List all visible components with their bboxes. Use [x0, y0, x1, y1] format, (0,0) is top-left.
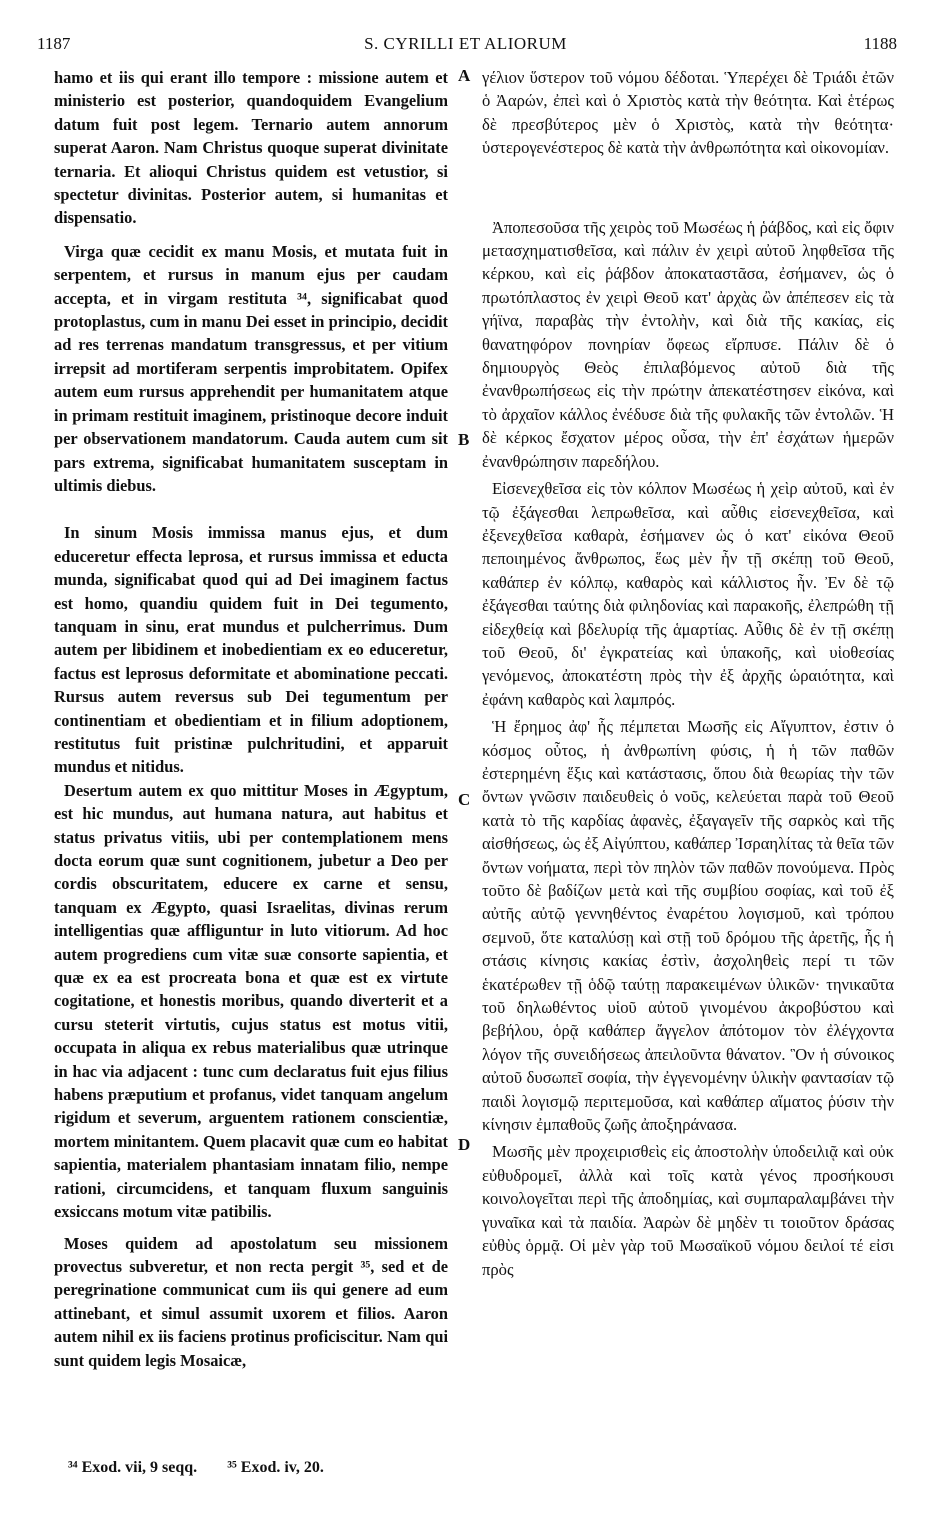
latin-paragraph: Virga quæ cecidit ex manu Mosis, et mutata fuit in serpentem, et rursus in manum ejus per caudam accepta, et in virgam restituta ³⁴, significabat quod protoplastus, cum in manu Dei esset in principio, decidit ad res terrenas mandatum transgressus, et per vitium irrepsit ad mortiferam serpentis improbitatem. Opifex autem eum rursus apprehendit per humanitatem atque in primam restituit imaginem, pristinoque decore induit per observationem mandatorum. Cauda autem cum sit pars extrema, significabat humanitatem susceptam in ultimis diebus.	[54, 241, 448, 495]
section-marker-b: B	[458, 430, 470, 449]
footnote-34: ³⁴ Exod. vii, 9 seqq.	[68, 1459, 198, 1476]
latin-paragraph: hamo et iis qui erant illo tempore : missione autem et ministerio est posterior, quandoquidem Evangelium datum fuit post legem. Ternario autem annorum superat Aaron. Nam Christus quoque superat divinitate ternaria. Et alioqui Christus quidem est vetustior, si spectetur divinitas. Posterior autem, si humanitas et dispensatio.	[54, 68, 448, 228]
latin-column	[54, 66, 448, 1372]
greek-paragraph: Μωσῆς μὲν προχειρισθεὶς εἰς ἀποστολὴν ὑποδειλιᾷ καὶ οὐκ εὐθυδρομεῖ, ἀλλὰ καὶ τοῖς κατὰ γένος προσήκουσι κοινολογεῖται περὶ τῆς ἀποδημίας, καὶ συμπαραλαμβάνει τὴν γυναῖκα καὶ τὰ παιδία. Ἀαρὼν δὲ μηδὲν τι τοιοῦτον δράσας εὐθὺς ὁρμᾷ. Οἱ μὲν γὰρ τοῦ Μωσαϊκοῦ νόμου δειλοί τέ εἰσι πρὸς	[482, 1142, 894, 1279]
greek-paragraph: Εἰσενεχθεῖσα εἰς τὸν κόλπον Μωσέως ἡ χεὶρ αὐτοῦ, καὶ ἐν τῷ ἐξάγεσθαι λεπρωθεῖσα, καὶ αὖθις εἰσενεχθεῖσα, καὶ ἐξενεχθεῖσα καθαρὰ, ἐσήμανεν ὡς ὁ κατ' εἰκόνα Θεοῦ πεποιημένος ἄνθρωπος, ἕως μὲν ἦν τῇ σκέπῃ τοῦ Θεοῦ, καθάπερ ἐν κόλπῳ, καθαρὸς καὶ κάλλιστος ἦν. Ἐν δὲ τῷ ἐξάγεσθαι ταύτης διὰ φιληδονίας καὶ παρακοῆς, ἐλεπρώθη τῇ εἰδεχθείᾳ καὶ βδελυρίᾳ τῆς ἁμαρτίας. Αὖθις δὲ ἐν τῇ σκέπῃ τοῦ Θεοῦ, δι' ἐγκρατείας καὶ ὑπακοῆς, καὶ υἱοθεσίας γενόμενος, ἀποκατέστη πρὸς τὴν ἐξ ἀρχῆς ὡραιότητα, καὶ ἐφάνη καθαρὸς καὶ λαμπρός.	[482, 479, 894, 709]
page-number-right: 1188	[863, 34, 897, 53]
greek-column	[482, 66, 894, 1281]
greek-paragraph: Ἀποπεσοῦσα τῆς χειρὸς τοῦ Μωσέως ἡ ῥάβδος, καὶ εἰς ὄφιν μετασχηματισθεῖσα, καὶ πάλιν ἐν χειρὶ αὐτοῦ ληφθεῖσα τῆς κέρκου, καὶ εἰς ῥάβδον ἀποκαταστᾶσα, ἐσήμανεν, ὡς ὁ πρωτόπλαστος ἐν χειρὶ Θεοῦ κατ' ἀρχὰς ὢν ἀπέπεσεν εἰς τὰ γήϊνα, παραβὰς τὴν ἐντολὴν, καὶ διὰ τῆς κακίας, εἰς θανατηφόρον πονηρίαν ὄφεως εἴρπυσε. Πάλιν δὲ ὁ δημιουργὸς Θεὸς ἐπιλαβόμενος αὐτοῦ διὰ τῆς ἐνανθρωπήσεως εἰς τὴν πρώτην ἀπεκατέστησεν εἰκόνα, καὶ τὸ ἀρχαῖον κάλλος ἐνέδυσε διὰ τῆς φυλακῆς τῶν ἐντολῶν. Ἡ δὲ κέρκος ἔσχατον μέρος οὖσα, τὴν ἐπ' ἐσχάτων ἡμερῶν ἐνανθρώπησιν παρεδήλου.	[482, 217, 894, 471]
greek-paragraph: Ἡ ἔρημος ἀφ' ἧς πέμπεται Μωσῆς εἰς Αἴγυπτον, ἐστιν ὁ κόσμος οὗτος, ἡ ἀνθρωπίνη φύσις, ἡ ἡ τῶν παθῶν ἐστερημένη ἕξις καὶ κατάστασις, ὅπου διὰ θεωρίας τὴν τῶν ὄντων γνῶσιν παιδευθεὶς ὁ νοῦς, κελεύεται παρὰ τοῦ Θεοῦ κατὰ τὸ τῆς καρδίας ἀφανὲς, ἐξαγαγεῖν τῆς σαρκὸς καὶ τῆς αἰσθήσεως, ὡς ἐξ Αἰγύπτου, καθάπερ Ἰσραηλίτας τὰ θεῖα τῶν ὄντων νοήματα, περὶ τὸν πηλὸν τῶν παθῶν πονούμενα. Πρὸς τοῦτο δὲ βαδίζων μετὰ καὶ τῆς συμβίου σοφίας, καὶ τοῦ ἐξ αὐτῆς αὐτῷ γεννηθέντος ἐναρέτου λογισμοῦ, καὶ τρόπου σεμνοῦ, ὅτε καταλύσῃ καὶ στῇ τοῦ δρόμου τῆς ἀρετῆς, ἧς ἡ στάσις κίνησις κακίας ἐστὶν, ἀσχοληθεὶς περί τι τῶν ἑκατέρωθεν τῇ ὁδῷ ταύτῃ παρακειμένων ὑλικῶν· τηνικαῦτα τοῦ δηλωθέντος υἱοῦ αὐτοῦ γινομένου ἀκροβύστου καὶ βεβήλου, ὁρᾷ καθάπερ ἄγγελον ἀπότομον τὸν ἐλέγχοντα λόγον τῆς συνειδήσεως ἀπειλοῦντα θάνατον. Ὃν ἡ σύνοικος αὐτοῦ δυσωπεῖ σοφία, τὴν ἐγγενομένην ὑλικὴν φαντασίαν τῷ παιδὶ λογισμῷ περιτεμοῦσα, καὶ καθάπερ αἵματος ῥύσιν τὴν κίνησιν ἐμπαθοῦς ζωῆς ἀποξηράνασα.	[482, 717, 894, 1135]
latin-paragraph: Desertum autem ex quo mittitur Moses in Ægyptum, est hic mundus, aut humana natura, aut habitus et status privatus vitiis, ubi per contemplationem mens docta eorum quæ sunt cognitionem, jubetur a Deo per cordis obscuritatem, educere ex carne et sensu, tanquam ex Ægypto, quasi Israelitas, divinas rerum intelligentias quæ affliguntur in luto vitiorum. Ad hoc autem progrediens cum vitæ suæ consorte sapientia, et quæ ex ea est procreata bona et quæ est ex virtute cogitatione, et honestis moribus, quando diverterit et a cursu steterit virtutis, cujus status est motus vitii, occupata in aliqua ex rebus materialibus quæ utrinque in hac via adjacent : tunc cum declaratus fuit ejus filius habens præputium et profanus, videt tanquam angelum rigidum et severum, arguentem rationem conscientiæ, mortem minitantem. Quem placavit quæ cum eo habitat sapientia, materialem phantasiam innatam filio, nempe rationi, circumcidens, et tanquam fluxum sanguinis exsiccans motum vitæ patibilis.	[54, 780, 448, 1222]
section-marker-a: A	[458, 66, 471, 85]
footnote-35: ³⁵ Exod. iv, 20.	[227, 1459, 324, 1476]
page-number-left: 1187	[37, 34, 71, 53]
latin-paragraph: Moses quidem ad apostolatum seu missionem provectus subveretur, et non recta pergit ³⁵, sed et de peregrinatione communicat cum iis qui genere ad eum attinebant, et simul assumit uxorem et filios. Aaron autem nihil ex iis faciens protinus proficiscitur. Nam qui sunt quidem legis Mosaicæ,	[54, 1233, 448, 1370]
running-title: S. CYRILLI ET ALIORUM	[364, 34, 567, 53]
latin-paragraph: In sinum Mosis immissa manus ejus, et dum educeretur effecta leprosa, et rursus immissa et educta munda, significabat quod qui ad Dei imaginem factus est homo, quandiu quidem fuit in Dei tegumento, tanquam in sinu, erat mundus et pulcherrimus. Dum autem per libidinem et inobedientiam ex eo educeretur, factus est leprosus deformitate et abominatione peccati. Rursus autem reversus sub Dei tegumentum per continentiam et obedientiam et in filium adoptionem, restitutus fuit pristinæ pulchritudini, et apparuit mundus et nitidus.	[54, 523, 448, 777]
greek-paragraph: γέλιον ὕστερον τοῦ νόμου δέδοται. Ὑπερέχει δὲ Τριάδι ἐτῶν ὁ Ἀαρών, ἐπεὶ καὶ ὁ Χριστὸς κατὰ τὴν θεότητα. Καὶ ἑτέρως δὲ πρεσβύτερος μὲν ὁ Χριστὸς, κατὰ τὴν θεότητα· ὑστερογενέστερος δὲ κατὰ τὴν ἀνθρωπότητα καὶ οἰκονομίαν.	[482, 68, 894, 158]
footnotes	[68, 1459, 350, 1477]
section-marker-d: D	[458, 1135, 471, 1154]
section-marker-c: C	[458, 790, 471, 809]
